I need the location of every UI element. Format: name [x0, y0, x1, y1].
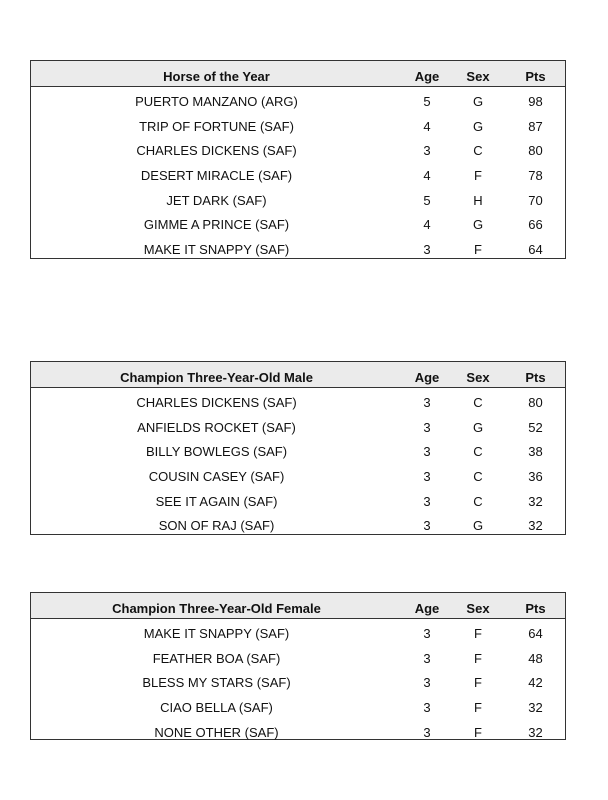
horse-points: 38: [528, 444, 543, 460]
horse-name: MAKE IT SNAPPY (SAF): [143, 241, 290, 257]
horse-name: JET DARK (SAF): [166, 192, 267, 208]
horse-sex: F: [474, 167, 482, 183]
table-body: [31, 388, 565, 538]
horse-age: 3: [423, 143, 431, 159]
horse-name: SON OF RAJ (SAF): [158, 518, 275, 534]
horse-points: 52: [528, 419, 543, 435]
horse-age: 3: [423, 444, 431, 460]
horse-age: 3: [423, 493, 431, 509]
table-row: [31, 89, 565, 114]
horse-sex: G: [472, 217, 484, 233]
table-title: Horse of the Year: [163, 69, 270, 84]
horse-age: 4: [423, 217, 431, 233]
horse-name: BILLY BOWLEGS (SAF): [145, 444, 288, 460]
horse-sex: C: [473, 444, 483, 460]
horse-name: BLESS MY STARS (SAF): [142, 675, 291, 691]
table-row: [31, 646, 565, 671]
horse-sex: G: [472, 419, 484, 435]
horse-sex: F: [474, 675, 482, 691]
horse-sex: G: [472, 518, 484, 534]
horse-age: 4: [423, 167, 431, 183]
horse-sex: G: [472, 93, 484, 109]
horse-points: 32: [528, 724, 543, 740]
horse-points: 64: [528, 241, 543, 257]
horse-points: 80: [528, 143, 543, 159]
table-row: [31, 439, 565, 464]
horse-points: 98: [528, 93, 543, 109]
horse-points: 80: [528, 394, 543, 410]
sex-column-header: Sex: [466, 370, 490, 385]
table-title: Champion Three-Year-Old Male: [120, 370, 313, 385]
age-column-header: Age: [414, 69, 440, 84]
pts-column-header: Pts: [525, 601, 546, 616]
horse-age: 3: [423, 241, 431, 257]
horse-name: FEATHER BOA (SAF): [152, 650, 281, 666]
horse-age: 5: [423, 192, 431, 208]
horse-age: 4: [423, 118, 431, 134]
horse-points: 32: [528, 699, 543, 715]
horse-sex: C: [473, 493, 483, 509]
horse-age: 3: [423, 675, 431, 691]
table-body: [31, 619, 565, 744]
horse-name: NONE OTHER (SAF): [154, 724, 279, 740]
horse-name: ANFIELDS ROCKET (SAF): [137, 419, 296, 435]
horse-age: 3: [423, 625, 431, 641]
horse-points: 42: [528, 675, 543, 691]
table-title: Champion Three-Year-Old Female: [112, 601, 321, 616]
table-row: [31, 237, 565, 262]
horse-sex: C: [473, 394, 483, 410]
table-row: [31, 390, 565, 415]
horse-name: PUERTO MANZANO (ARG): [135, 93, 298, 109]
horse-name: CIAO BELLA (SAF): [160, 699, 273, 715]
table-row: [31, 464, 565, 489]
horse-sex: F: [474, 724, 482, 740]
horse-points: 32: [528, 493, 543, 509]
horse-points: 32: [528, 518, 543, 534]
horse-points: 36: [528, 468, 543, 484]
horse-name: CHARLES DICKENS (SAF): [136, 394, 297, 410]
table-row: [31, 670, 565, 695]
table-row: [31, 138, 565, 163]
horse-name: CHARLES DICKENS (SAF): [136, 143, 297, 159]
horse-points: 48: [528, 650, 543, 666]
table-row: [31, 695, 565, 720]
champion-three-year-old-male-table: [30, 361, 566, 535]
horse-points: 66: [528, 217, 543, 233]
horse-of-the-year-table: [30, 60, 566, 259]
horse-sex: F: [474, 699, 482, 715]
horse-sex: C: [473, 468, 483, 484]
horse-age: 3: [423, 419, 431, 435]
table-row: [31, 188, 565, 213]
age-column-header: Age: [414, 370, 440, 385]
horse-points: 70: [528, 192, 543, 208]
table-header: [31, 593, 565, 619]
horse-points: 64: [528, 625, 543, 641]
horse-name: GIMME A PRINCE (SAF): [143, 217, 290, 233]
horse-sex: F: [474, 650, 482, 666]
horse-points: 78: [528, 167, 543, 183]
horse-sex: C: [473, 143, 483, 159]
table-row: [31, 489, 565, 514]
horse-sex: F: [474, 625, 482, 641]
horse-age: 3: [423, 518, 431, 534]
table-row: [31, 415, 565, 440]
horse-age: 3: [423, 394, 431, 410]
table-row: [31, 163, 565, 188]
table-header: [31, 362, 565, 388]
horse-age: 3: [423, 650, 431, 666]
table-row: [31, 212, 565, 237]
table-header: [31, 61, 565, 87]
horse-sex: G: [472, 118, 484, 134]
pts-column-header: Pts: [525, 370, 546, 385]
horse-age: 5: [423, 93, 431, 109]
horse-age: 3: [423, 724, 431, 740]
horse-name: TRIP OF FORTUNE (SAF): [139, 118, 294, 134]
pts-column-header: Pts: [525, 69, 546, 84]
age-column-header: Age: [414, 601, 440, 616]
horse-age: 3: [423, 699, 431, 715]
horse-name: DESERT MIRACLE (SAF): [140, 167, 293, 183]
sex-column-header: Sex: [466, 69, 490, 84]
horse-age: 3: [423, 468, 431, 484]
horse-name: COUSIN CASEY (SAF): [148, 468, 285, 484]
horse-sex: H: [473, 192, 483, 208]
champion-three-year-old-female-table: [30, 592, 566, 740]
table-row: [31, 621, 565, 646]
sex-column-header: Sex: [466, 601, 490, 616]
horse-name: MAKE IT SNAPPY (SAF): [143, 625, 290, 641]
horse-name: SEE IT AGAIN (SAF): [155, 493, 278, 509]
horse-points: 87: [528, 118, 543, 134]
table-row: [31, 720, 565, 745]
horse-sex: F: [474, 241, 482, 257]
table-row: [31, 114, 565, 139]
table-body: [31, 87, 565, 262]
table-row: [31, 513, 565, 538]
